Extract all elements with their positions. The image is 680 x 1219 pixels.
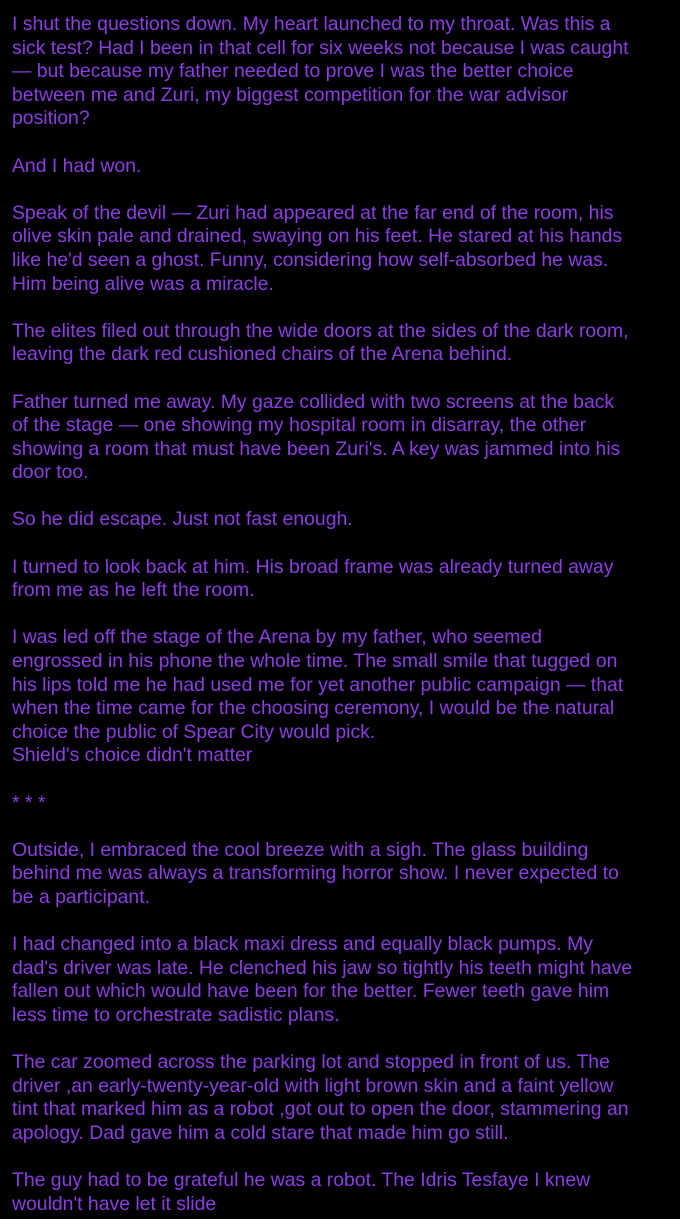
text-line: fallen out which would have been for the better. Fewer teeth gave him <box>12 980 610 1003</box>
text-line: his lips told me he had used me for yet another public campaign — that <box>12 673 624 696</box>
text-line: less time to orchestrate sadistic plans. <box>12 1003 340 1026</box>
paragraph <box>12 1169 676 1216</box>
text-line: when the time came for the choosing ceremony, I would be the natural <box>12 697 615 720</box>
text-line: from me as he left the room. <box>12 579 255 602</box>
text-line: wouldn't have let it slide <box>12 1192 217 1215</box>
scene-break-text: * * * <box>12 791 46 814</box>
paragraph <box>12 508 676 532</box>
text-line: Shield's choice didn't matter <box>12 744 253 767</box>
scene-break <box>12 792 676 816</box>
text-line: And I had won. <box>12 154 142 177</box>
text-line: apology. Dad gave him a cold stare that made him go still. <box>12 1121 509 1144</box>
text-line: I was led off the stage of the Arena by my father, who seemed <box>12 626 542 649</box>
paragraph <box>12 320 676 367</box>
text-line: driver ,an early-twenty-year-old with light brown skin and a faint yellow <box>12 1074 614 1097</box>
paragraph <box>12 556 676 603</box>
text-line: I had changed into a black maxi dress and equally black pumps. My <box>12 933 593 956</box>
text-line: Father turned me away. My gaze collided with two screens at the back <box>12 390 615 413</box>
text-line: The car zoomed across the parking lot and stopped in front of us. The <box>12 1051 610 1074</box>
text-line: I shut the questions down. My heart launched to my throat. Was this a <box>12 13 611 35</box>
paragraph <box>12 933 676 1027</box>
text-line: The guy had to be grateful he was a robot. The Idris Tesfaye I knew <box>12 1169 591 1192</box>
paragraph <box>12 1051 676 1145</box>
text-line: of the stage — one showing my hospital room in disarray, the other <box>12 414 587 437</box>
text-line: between me and Zuri, my biggest competition for the war advisor <box>12 83 569 106</box>
text-line: dad's driver was late. He clenched his jaw so tightly his teeth might have <box>12 956 633 979</box>
text-line: leaving the dark red cushioned chairs of the Arena behind. <box>12 343 513 366</box>
text-line: be a participant. <box>12 885 150 908</box>
paragraph <box>12 626 676 768</box>
text-line: sick test? Had I been in that cell for six weeks not because I was caught <box>12 36 629 59</box>
text-line: Outside, I embraced the cool breeze with a sigh. The glass building <box>12 838 589 861</box>
text-line: Him being alive was a miracle. <box>12 272 274 295</box>
text-line: position? <box>12 107 90 130</box>
text-line: choice the public of Spear City would pick. <box>12 720 376 743</box>
text-line: like he'd seen a ghost. Funny, considering how self-absorbed he was. <box>12 248 609 271</box>
text-line: — but because my father needed to prove I was the better choice <box>12 60 574 83</box>
story-text <box>12 13 676 1216</box>
text-line: engrossed in his phone the whole time. The small smile that tugged on <box>12 650 618 673</box>
text-line: tint that marked him as a robot ,got out to open the door, stammering an <box>12 1098 629 1121</box>
paragraph <box>12 839 676 910</box>
text-line: Speak of the devil — Zuri had appeared at the far end of the room, his <box>12 201 614 224</box>
paragraph <box>12 391 676 485</box>
text-line: door too. <box>12 461 89 484</box>
paragraph <box>12 155 676 179</box>
text-line: olive skin pale and drained, swaying on his feet. He stared at his hands <box>12 225 623 248</box>
text-line: So he did escape. Just not fast enough. <box>12 508 353 531</box>
text-line: showing a room that must have been Zuri's. A key was jammed into his <box>12 437 621 460</box>
paragraph <box>12 202 676 296</box>
paragraph <box>12 13 676 131</box>
text-line: The elites filed out through the wide doors at the sides of the dark room, <box>12 319 629 342</box>
text-line: I turned to look back at him. His broad frame was already turned away <box>12 555 614 578</box>
text-line: behind me was always a transforming horror show. I never expected to <box>12 862 619 885</box>
